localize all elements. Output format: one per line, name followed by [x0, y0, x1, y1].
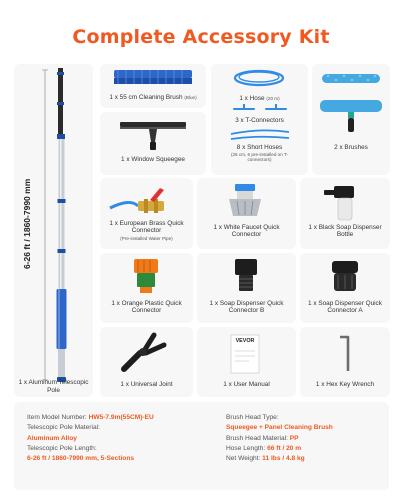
user-manual-label: 1 x User Manual	[223, 381, 270, 388]
hose-connectors-card	[211, 64, 308, 175]
faucet-connector-card	[197, 178, 296, 249]
hose-label: 1 x Hose (20 m)	[239, 95, 280, 102]
pole-label: 1 x Aluminum Telescopic Pole	[18, 379, 89, 394]
soap-bottle-card	[300, 178, 390, 249]
hex-key-card	[300, 327, 390, 397]
hex-key-label: 1 x Hex Key Wrench	[315, 381, 375, 388]
soap-connector-b-label: 1 x Soap Dispenser Quick Connector B	[209, 300, 284, 315]
model-number-row: Item Model Number: HW5-7.9m(55CM)-EU	[27, 414, 154, 421]
cleaning-brush-label: 1 x 55 cm Cleaning Brush (Blue)	[109, 94, 197, 101]
brass-connector-label: 1 x European Brass Quick Connector	[109, 220, 184, 235]
net-weight-row: Net Weight: 11 lbs / 4.8 kg	[226, 455, 305, 463]
brushes-card	[312, 64, 390, 175]
telescopic-pole-card	[14, 64, 93, 397]
window-squeegee-card	[100, 112, 206, 175]
soap-connector-a-label: 1 x Soap Dispenser Quick Connector A	[308, 300, 382, 315]
specs-left-column	[27, 413, 154, 464]
specs-right-column	[226, 413, 333, 464]
orange-connector-label: 1 x Orange Plastic Quick Connector	[111, 300, 182, 315]
microfiber-brushes-icon	[312, 64, 390, 175]
t-connector-icon	[233, 104, 287, 110]
brush-type-value: Squeegee + Panel Cleaning Brush	[226, 424, 333, 432]
short-hoses-label: 8 x Short Hoses	[236, 144, 283, 151]
user-manual-brand: VEVOR	[235, 338, 255, 344]
soap-connector-a-card	[300, 253, 390, 323]
pole-material-value: Aluminum Alloy	[27, 434, 77, 442]
pole-length-value: 6-26 ft / 1860-7990 mm, 5-Sections	[27, 455, 135, 463]
short-hoses-note: (25 cm, 6 pre-installed on T-connectors)	[230, 152, 289, 163]
window-squeegee-icon	[100, 112, 206, 175]
pole-dimension-text: 6-26 ft / 1860-7990 mm	[22, 178, 32, 270]
orange-connector-card	[100, 253, 193, 323]
hose-length-row: Hose Length: 66 ft / 20 m	[226, 444, 302, 452]
universal-joint-card	[100, 327, 193, 397]
brushes-label: 2 x Brushes	[334, 144, 368, 151]
universal-joint-label: 1 x Universal Joint	[120, 381, 173, 388]
faucet-connector-label: 1 x White Faucet Quick Connector	[213, 224, 280, 239]
brass-connector-note: (Pre-installed Water Pipe)	[120, 236, 173, 241]
pole-material-label: Telescopic Pole Material:	[27, 424, 100, 432]
cleaning-brush-card	[100, 64, 206, 108]
t-connectors-label: 3 x T-Connectors	[235, 117, 284, 124]
user-manual-card	[197, 327, 296, 397]
brush-type-label: Brush Head Type:	[226, 414, 279, 421]
specifications-panel	[14, 402, 389, 490]
pole-length-label: Telescopic Pole Length:	[27, 444, 97, 452]
short-hoses-icon	[231, 130, 289, 139]
soap-bottle-label: 1 x Black Soap Dispenser Bottle	[308, 224, 382, 239]
window-squeegee-label: 1 x Window Squeegee	[121, 156, 185, 163]
soap-connector-b-card	[197, 253, 296, 323]
page-title: Complete Accessory Kit	[72, 26, 330, 48]
brass-connector-card	[100, 178, 193, 249]
brush-material-row: Brush Head Material: PP	[226, 434, 299, 442]
